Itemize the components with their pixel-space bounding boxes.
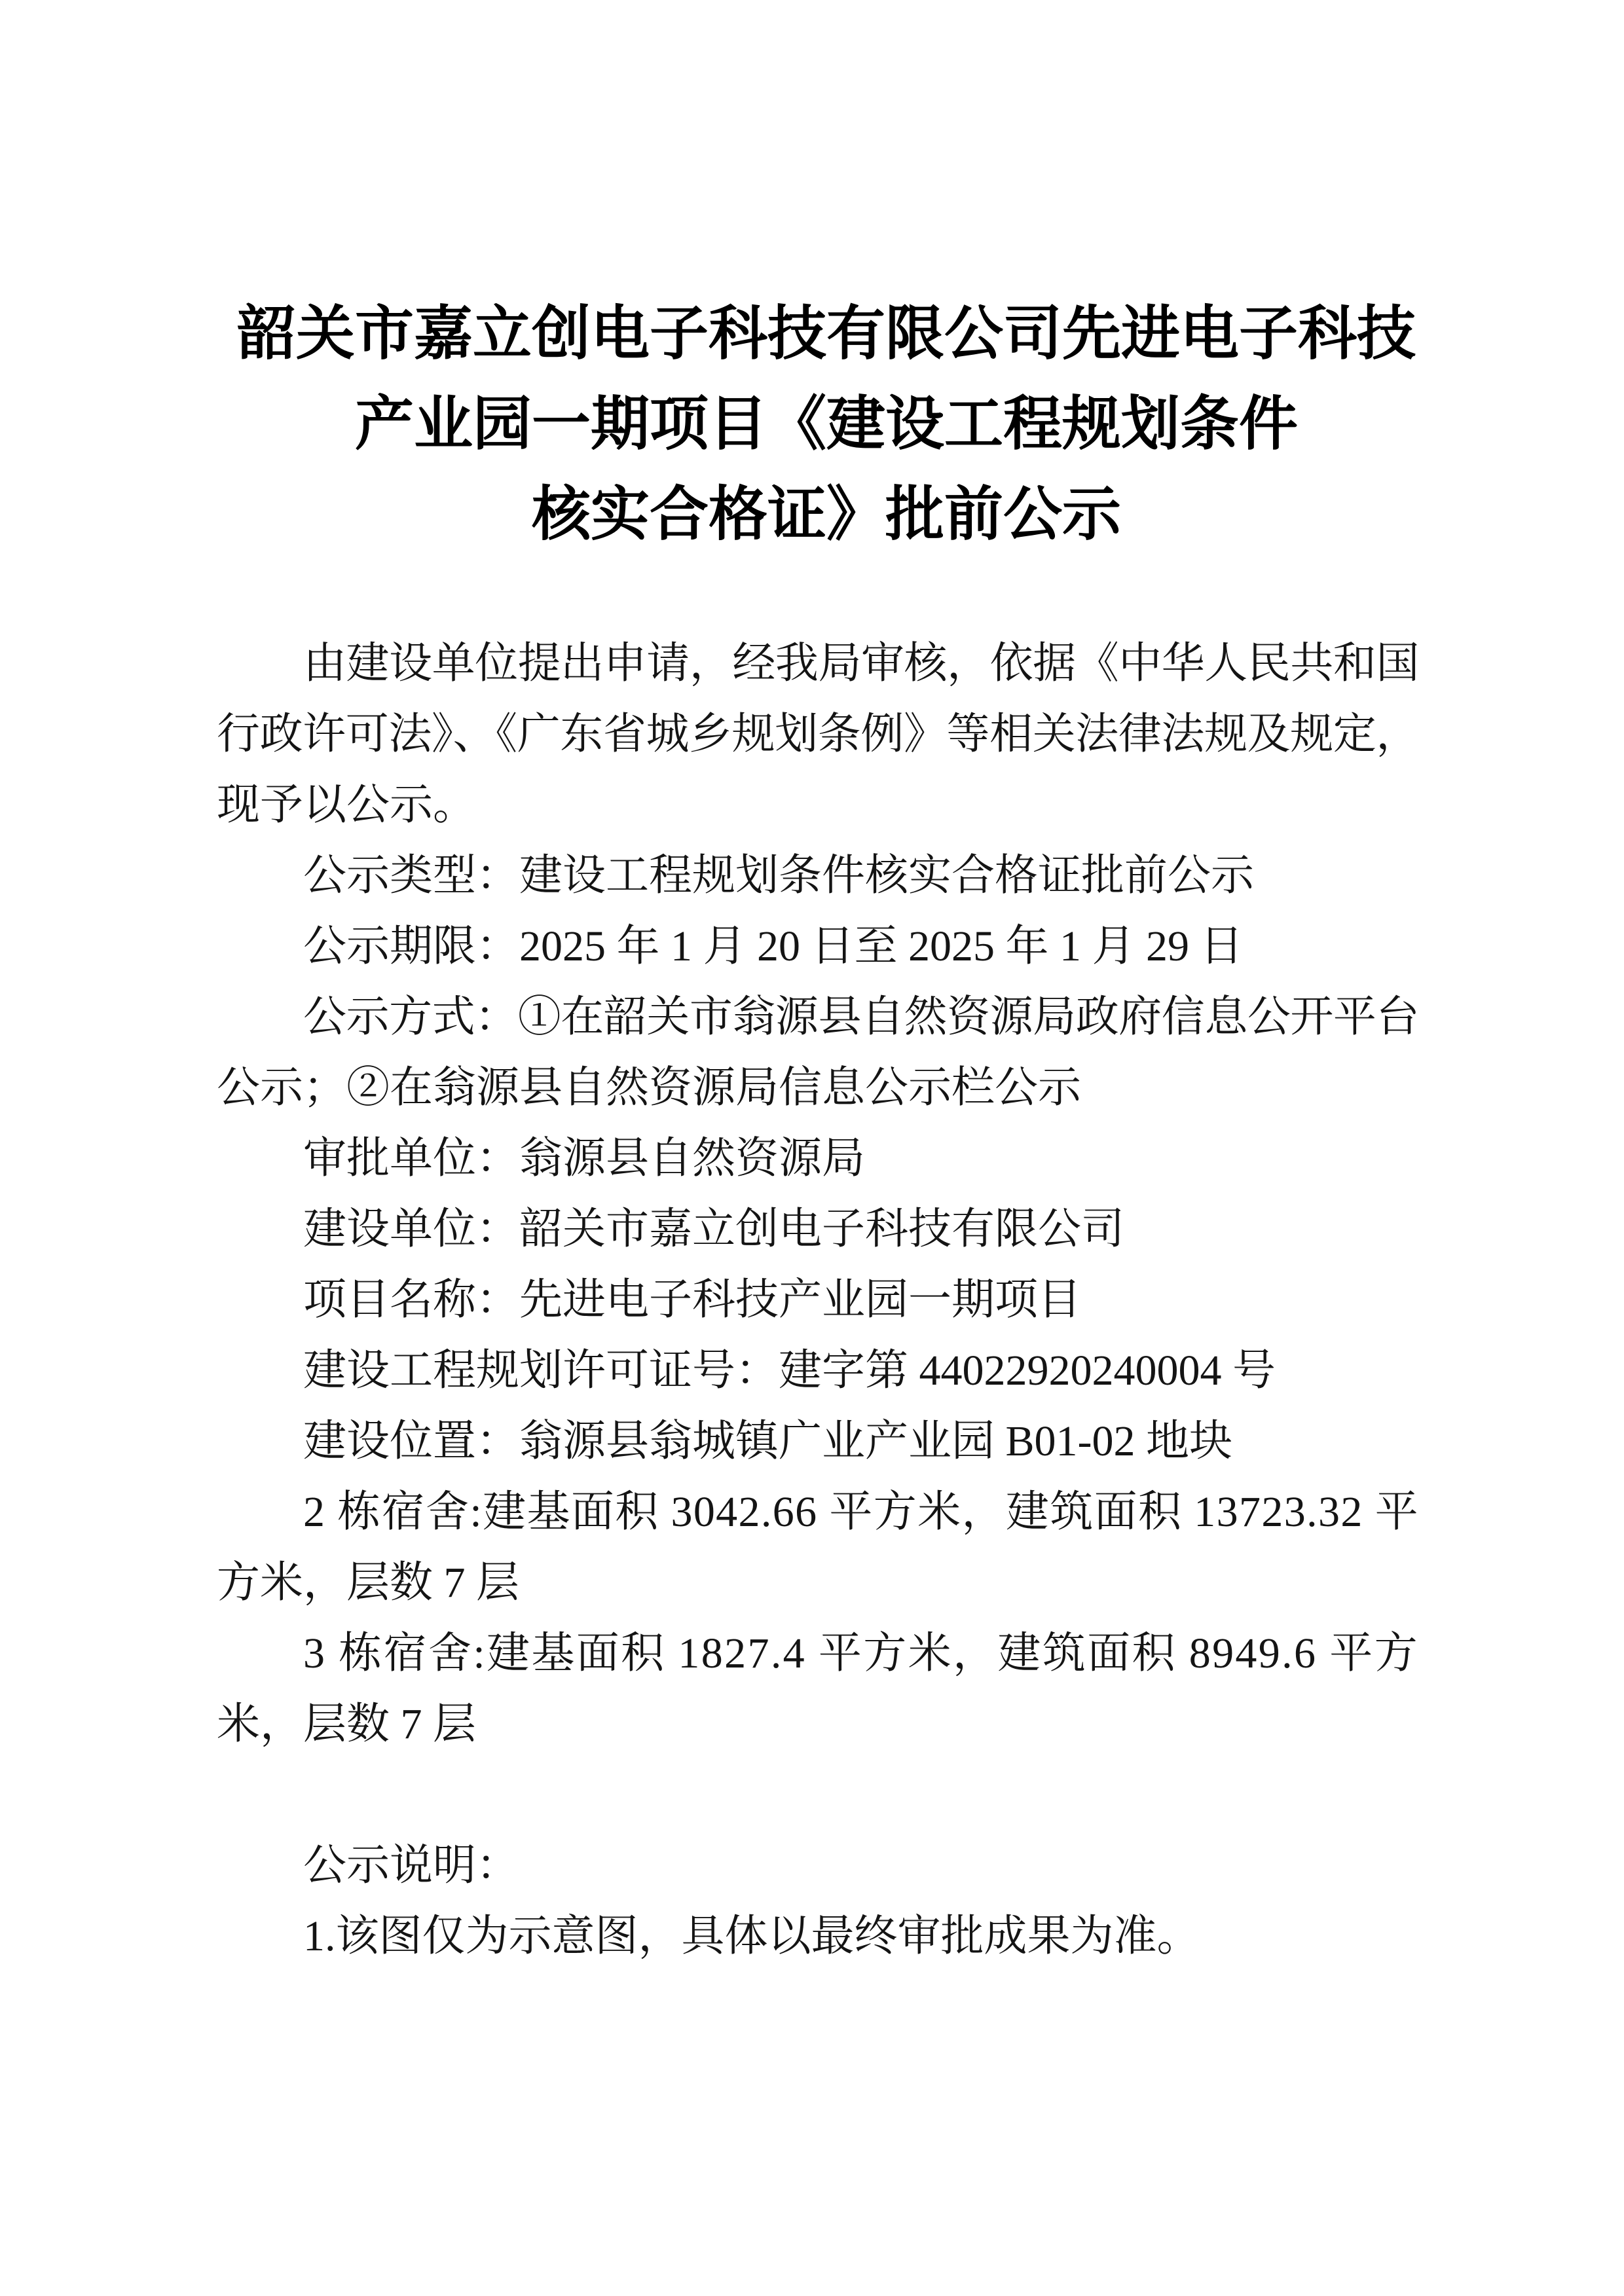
document-title xyxy=(224,288,1429,559)
field-notice-period-label: 公示期限： xyxy=(303,922,519,970)
title-line-2: 产业园一期项目《建设工程规划条件 xyxy=(355,389,1298,458)
field-construction-unit-label: 建设单位： xyxy=(303,1205,519,1253)
field-building-3-dormitory-value-1: 建基面积 1827.4 平方米，建筑面积 8949.6 平方 xyxy=(487,1630,1419,1677)
field-notice-method-value-1: ①在韶关市翁源县自然资源局政府信息公开平台 xyxy=(517,993,1420,1041)
notes-section xyxy=(217,1831,1419,1972)
field-building-2-dormitory-line-1 xyxy=(217,1477,1419,1548)
field-construction-location-value: 翁源县翁城镇广业产业园 B01-02 地块 xyxy=(519,1417,1232,1465)
field-notice-method-label: 公示方式： xyxy=(303,993,518,1041)
field-project-name-label: 项目名称： xyxy=(303,1276,519,1324)
field-building-2-dormitory-value-1: 建基面积 3042.66 平方米，建筑面积 13723.32 平 xyxy=(483,1488,1419,1536)
field-project-name-line-1 xyxy=(217,1265,1419,1336)
field-building-3-dormitory-value-2: 米，层数 7 层 xyxy=(217,1700,476,1748)
field-project-name-value: 先进电子科技产业园一期项目 xyxy=(519,1276,1081,1324)
field-building-3-dormitory xyxy=(217,1618,1419,1760)
intro-paragraph xyxy=(217,629,1419,841)
field-construction-location-label: 建设位置： xyxy=(303,1417,519,1465)
field-construction-location xyxy=(217,1406,1419,1477)
field-approval-authority-line-1 xyxy=(217,1123,1419,1194)
field-building-3-dormitory-line-2 xyxy=(217,1689,1419,1760)
field-project-name xyxy=(217,1265,1419,1336)
field-notice-method-value-2: 公示；②在翁源县自然资源局信息公示栏公示 xyxy=(217,1064,1081,1112)
field-notice-period-line-1 xyxy=(217,911,1419,982)
field-building-2-dormitory-line-2 xyxy=(217,1548,1419,1618)
intro-line-2: 行政许可法》、《广东省城乡规划条例》等相关法律法规及规定， xyxy=(217,710,1419,758)
field-notice-method-line-2 xyxy=(217,1053,1419,1123)
document-body xyxy=(217,629,1419,1972)
field-notice-method-line-1 xyxy=(217,982,1419,1053)
field-building-3-dormitory-line-1 xyxy=(217,1618,1419,1689)
field-approval-authority xyxy=(217,1123,1419,1194)
notes-item-1: 1.该图仅为示意图，具体以最终审批成果为准。 xyxy=(303,1912,1200,1960)
field-approval-authority-value: 翁源县自然资源局 xyxy=(519,1135,865,1182)
field-building-3-dormitory-label: 3 栋宿舍: xyxy=(303,1630,487,1677)
field-planning-permit-number-value: 建字第 44022920240004 号 xyxy=(779,1347,1276,1394)
field-planning-permit-number-label: 建设工程规划许可证号： xyxy=(303,1347,779,1394)
field-building-2-dormitory-value-2: 方米，层数 7 层 xyxy=(217,1559,519,1607)
field-notice-type-label: 公示类型： xyxy=(303,852,519,900)
intro-line-1: 由建设单位提出申请，经我局审核，依据《中华人民共和国 xyxy=(303,640,1419,687)
field-building-2-dormitory xyxy=(217,1477,1419,1618)
field-notice-type-value: 建设工程规划条件核实合格证批前公示 xyxy=(519,852,1254,900)
field-construction-unit-line-1 xyxy=(217,1194,1419,1265)
field-construction-location-line-1 xyxy=(217,1406,1419,1477)
intro-line-3: 现予以公示。 xyxy=(217,781,476,829)
field-notice-period xyxy=(217,911,1419,982)
field-approval-authority-label: 审批单位： xyxy=(303,1135,519,1182)
field-notice-type-line-1 xyxy=(217,841,1419,911)
field-construction-unit xyxy=(217,1194,1419,1265)
field-planning-permit-number xyxy=(217,1336,1419,1406)
title-line-3: 核实合格证》批前公示 xyxy=(532,479,1121,549)
title-line-1: 韶关市嘉立创电子科技有限公司先进电子科技 xyxy=(237,299,1416,368)
field-planning-permit-number-line-1 xyxy=(217,1336,1419,1406)
field-notice-type xyxy=(217,841,1419,911)
field-construction-unit-value: 韶关市嘉立创电子科技有限公司 xyxy=(519,1205,1124,1253)
field-notice-period-value: 2025 年 1 月 20 日至 2025 年 1 月 29 日 xyxy=(519,922,1244,970)
field-notice-method xyxy=(217,982,1419,1123)
notes-heading: 公示说明： xyxy=(303,1842,519,1889)
field-building-2-dormitory-label: 2 栋宿舍: xyxy=(303,1488,483,1536)
